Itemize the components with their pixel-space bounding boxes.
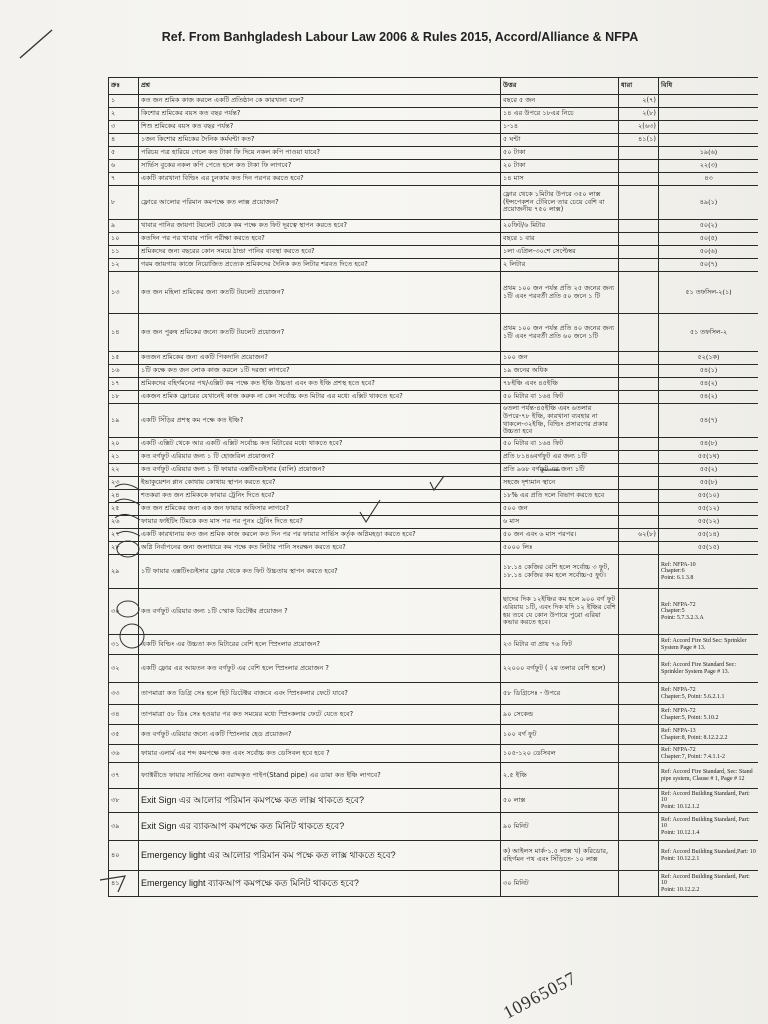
table-row xyxy=(109,378,759,391)
row-number: ১২ xyxy=(109,259,139,272)
row-number: ৩০ xyxy=(109,589,139,635)
row-section xyxy=(619,272,659,314)
row-number: ২৮ xyxy=(109,542,139,555)
table-row xyxy=(109,813,759,841)
row-section xyxy=(619,490,659,503)
row-section xyxy=(619,589,659,635)
header-answer: উত্তর xyxy=(501,78,619,95)
row-number: ৩১ xyxy=(109,635,139,655)
row-answer: ৫৮ ডিগ্রিসেঃ - উপরে xyxy=(501,683,619,705)
row-number: ২৬ xyxy=(109,516,139,529)
row-answer: ৬তলা পর্যন্ত-৪৫ইঞ্চি এবং ৬তলার উপরে-৭৮ ইঞ্চি, কারখানা ব্যবহার না থাকলে-৩২ইঞ্চি, বিল্ডিং প্রসারণের প্রকার উচ্চতা হবে xyxy=(501,404,619,438)
table-row xyxy=(109,451,759,464)
row-answer: প্রতি ৯৬৮ বর্গফুট এর জন্য ১টি xyxy=(501,464,619,477)
row-number: ৬ xyxy=(109,160,139,173)
row-number: ৩৮ xyxy=(109,789,139,813)
table-row xyxy=(109,841,759,871)
row-number: ২৪ xyxy=(109,490,139,503)
table-row xyxy=(109,233,759,246)
row-section xyxy=(619,365,659,378)
row-rule: ৫৫(১০) xyxy=(659,490,759,503)
row-number: ১০ xyxy=(109,233,139,246)
row-rule: ৪৯(১) xyxy=(659,186,759,220)
row-number: ২০ xyxy=(109,438,139,451)
row-section xyxy=(619,789,659,813)
table-row xyxy=(109,555,759,589)
row-number: ২৩ xyxy=(109,477,139,490)
row-section xyxy=(619,871,659,897)
row-question: তাপমাত্রা ৫৮ ডিঃ সেঃ হওয়ার পর কত সময়ের মধ্যে স্প্রিংকলার ফেটে যেতে হবে? xyxy=(139,705,501,725)
row-rule: ৫১ তফসিল-২(১) xyxy=(659,272,759,314)
row-rule: ৫৪(৮) xyxy=(659,438,759,451)
row-section xyxy=(619,438,659,451)
row-question: একজন শ্রমিক ফ্লোরের যেখানেই কাজ করুক না কেন সর্বোচ্চ কত মিটার এর মধ্যে এক্সিট থাকতে হবে? xyxy=(139,391,501,404)
row-answer: ৫০০০ লিঃ xyxy=(501,542,619,555)
table-row xyxy=(109,789,759,813)
row-rule xyxy=(659,134,759,147)
row-number: ৩ xyxy=(109,121,139,134)
row-section xyxy=(619,655,659,683)
row-rule: Ref: NFPA-72 Chapter:5 Point: 5.7.3.2.3.A xyxy=(659,589,759,635)
row-answer: ২০ফিট/৬ মিটার xyxy=(501,220,619,233)
row-question: ১টি কক্ষে কত জন লোক কাজ করলে ১টি দরজা লাগবে? xyxy=(139,365,501,378)
row-answer: ৯০ সেকেন্ড xyxy=(501,705,619,725)
row-question: খাবার পানির জায়গা টয়লেট থেকে কম পক্ষে কত ফিট দূরত্বে স্থাপন করতে হবে? xyxy=(139,220,501,233)
row-section xyxy=(619,635,659,655)
row-rule: ১৯(৬) xyxy=(659,147,759,160)
table-row xyxy=(109,490,759,503)
row-question: অগ্নি নির্বাপনের জন্য জলাধারে কম পক্ষে কত লিটার পানি সংরক্ষন করতে হবে? xyxy=(139,542,501,555)
table-row xyxy=(109,705,759,725)
row-section xyxy=(619,745,659,763)
row-answer: ১০০ বর্গ ফুট xyxy=(501,725,619,745)
row-rule: ৫৫(৮) xyxy=(659,477,759,490)
row-answer: ২ লিটার xyxy=(501,259,619,272)
row-number: ১১ xyxy=(109,246,139,259)
row-question: কিশোর শ্রমিকের বয়স কত বছর পর্যন্ত? xyxy=(139,108,501,121)
row-section xyxy=(619,555,659,589)
row-rule: ৫৫(২) xyxy=(659,464,759,477)
row-answer: ৫০ মিটার বা ১৬৪ ফিট xyxy=(501,438,619,451)
row-number: ১৬ xyxy=(109,365,139,378)
row-question: গরম জায়গায় কাজে নিয়োজিত প্রত্যেক শ্রমিকদের দৈনিক কত লিটার শরবত দিতে হবে? xyxy=(139,259,501,272)
row-rule: ৫৫(১২) xyxy=(659,516,759,529)
row-question: কত বর্গফুট এরিয়ার জন্য ১টি স্মোক ডিটেক্টর প্রয়োজন ? xyxy=(139,589,501,635)
row-answer: ৫০ টাকা xyxy=(501,147,619,160)
row-rule xyxy=(659,121,759,134)
row-number: ১৮ xyxy=(109,391,139,404)
table-row xyxy=(109,683,759,705)
row-answer: ২২০০০ বর্গফুট ( ২য় তলার বেশি হলে) xyxy=(501,655,619,683)
row-rule xyxy=(659,95,759,108)
row-answer: ৬ মাস xyxy=(501,516,619,529)
row-section xyxy=(619,841,659,871)
row-answer: ১৮.১৪ কেজির বেশি হলে সর্বোচ্চ ৩ ফুট, ১৮.১৪ কেজির কম হলে সর্বোচ্চ-৫ ফুট। xyxy=(501,555,619,589)
row-rule: ৫৪(১) xyxy=(659,365,759,378)
row-number: ২৯ xyxy=(109,555,139,589)
row-question: কত বর্গফুট এরিয়ার জন্য ১ টি হোজরিল প্রয়োজন? xyxy=(139,451,501,464)
row-question: কত বর্গফুট এরিয়ার জন্য ১ টি ফায়ার এক্সটিংগুইসার (বালি) প্রয়োজন? xyxy=(139,464,501,477)
table-row xyxy=(109,121,759,134)
row-section xyxy=(619,683,659,705)
row-section xyxy=(619,173,659,186)
row-section xyxy=(619,352,659,365)
table-row xyxy=(109,391,759,404)
table-body xyxy=(109,95,759,897)
row-rule: Ref: Accord Building Standard, Part: 10 Point: 10.12.1.2 xyxy=(659,789,759,813)
page-title: Ref. From Banhgladesh Labour Law 2006 & Rules 2015, Accord/Alliance & NFPA xyxy=(161,30,639,44)
row-question: শিশু শ্রমিকের বয়স কত বছর পর্যন্ত? xyxy=(139,121,501,134)
row-section xyxy=(619,220,659,233)
row-number: ২৭ xyxy=(109,529,139,542)
row-number: ৩৯ xyxy=(109,813,139,841)
row-question: একটি এক্সিট থেকে আর একটি এক্সিট সর্বোচ্চ কত মিটারের মধ্যে থাকতে হবে? xyxy=(139,438,501,451)
row-answer: প্রথম ১০০ জন পর্যন্ত প্রতি ৪০ জনের জন্য ১টি এবং পরবর্তী প্রতি ৬০ জনে ১টি xyxy=(501,314,619,352)
row-answer: প্রথম ১০০ জন পর্যন্ত প্রতি ২৫ জনের জন্য ১টি এবং পরবর্তী প্রতি ৫০ জনে ১ টি xyxy=(501,272,619,314)
row-rule: ৫০(৫) xyxy=(659,233,759,246)
row-question: ফ্যাক্টরীতে ফায়ার সার্ভিসের জন্য বরাদ্দকৃত পাইপ(Stand pipe) এর ডায়া কত ইঞ্চি লাগবে? xyxy=(139,763,501,789)
row-rule: Ref: NFPA-10 Chapter:6 Point: 6.1.3.8 xyxy=(659,555,759,589)
row-number: ৭ xyxy=(109,173,139,186)
row-section xyxy=(619,259,659,272)
row-section xyxy=(619,705,659,725)
row-answer: বছরে ১ বার xyxy=(501,233,619,246)
row-section xyxy=(619,160,659,173)
row-number: ৩৭ xyxy=(109,763,139,789)
row-number: ৪ xyxy=(109,134,139,147)
row-number: ৩৩ xyxy=(109,683,139,705)
table-row xyxy=(109,725,759,745)
row-number: ৩৬ xyxy=(109,745,139,763)
row-number: ৫ xyxy=(109,147,139,160)
table-row xyxy=(109,745,759,763)
table-row xyxy=(109,529,759,542)
row-section: ৬২(৮) xyxy=(619,529,659,542)
table-row xyxy=(109,871,759,897)
table-row xyxy=(109,404,759,438)
table-row xyxy=(109,655,759,683)
row-number: ২৫ xyxy=(109,503,139,516)
table-row xyxy=(109,542,759,555)
row-answer: ৫০ মিটার বা ১৬৪ ফিট xyxy=(501,391,619,404)
row-answer: ছাদের দিক ১২ইঞ্চির কম হলে ৯০০ বর্গ ফুট এরিয়ায় ১টি, এবং দিক যদি ১২ ইঞ্চির বেশি হয় তবে যে কোন উপায়ে পুরো এরিয়া কভার করতে হবে। xyxy=(501,589,619,635)
table-row xyxy=(109,147,759,160)
qa-table-wrapper xyxy=(108,77,758,1023)
row-number: ৪০ xyxy=(109,841,139,871)
row-answer: ৯০ মিনিট xyxy=(501,813,619,841)
row-question: একটি বিল্ডিং এর উচ্চতা কত মিটারের বেশি হলে স্প্রিংলার প্রয়োজন? xyxy=(139,635,501,655)
row-rule: Ref: NFPA-13 Chapter:8, Point: 8.12.2.2.2 xyxy=(659,725,759,745)
row-section xyxy=(619,813,659,841)
row-number: ২২ xyxy=(109,464,139,477)
handwritten-number: 10965057 xyxy=(499,967,580,1023)
row-section: ২(৬৩) xyxy=(619,121,659,134)
header-section: ধারা xyxy=(619,78,659,95)
row-rule: Ref: NFPA-72 Chapter:7, Point: 7.4.1.1-2 xyxy=(659,745,759,763)
row-section xyxy=(619,516,659,529)
header-question: প্রশ্ন xyxy=(139,78,501,95)
row-number: ২ xyxy=(109,108,139,121)
row-answer: ২.৫ ইঞ্চি xyxy=(501,763,619,789)
row-answer: ১৯ জনের অধিক xyxy=(501,365,619,378)
header-no: ক্রঃ xyxy=(109,78,139,95)
row-question: তাপমাত্রা কত ডিগ্রি সেঃ হলে হিট ডিটেক্টর বাজবে এবং স্প্রিংকলার ফেটে যাবে? xyxy=(139,683,501,705)
row-section xyxy=(619,464,659,477)
row-question: ফায়ার ফাইটিং টিমকে কত মাস পর পর পুনঃ ট্রেনিং দিতে হবে? xyxy=(139,516,501,529)
row-answer: ১৪ এর উপরে ১৮এর নিচে xyxy=(501,108,619,121)
table-row xyxy=(109,516,759,529)
table-row xyxy=(109,365,759,378)
row-rule: Ref: Accord Fire Std Sec: Sprinkler System Page # 13. xyxy=(659,635,759,655)
row-section xyxy=(619,378,659,391)
table-row xyxy=(109,108,759,121)
row-question: শতকরা কত জন শ্রমিককে ফায়ার ট্রেনিং দিতে হবে? xyxy=(139,490,501,503)
table-row xyxy=(109,220,759,233)
row-section xyxy=(619,404,659,438)
row-question: ১জন কিশোর শ্রমিকের দৈনিক কর্মঘন্টা কত? xyxy=(139,134,501,147)
row-section: ৪১(১) xyxy=(619,134,659,147)
row-answer: ক) আইলস মার্ক-১.৫ লাক্স খ) করিডোর, বহির্গমন পথ এবং সিঁড়িতে- ১০ লাক্স xyxy=(501,841,619,871)
row-answer: ২৩ মিটার বা প্রায় ৭৬ ফিট xyxy=(501,635,619,655)
row-answer: বছরে ৫ জন xyxy=(501,95,619,108)
row-section xyxy=(619,147,659,160)
row-question: একটি কারখানা বিল্ডিং এর চুনকাম কত দিন পরপর করতে হবে? xyxy=(139,173,501,186)
row-number: ২১ xyxy=(109,451,139,464)
row-rule: ৫৪(২) xyxy=(659,391,759,404)
row-rule: Ref: NFPA-72 Chapter:5, Point: 5.10.2 xyxy=(659,705,759,725)
row-question: কত বর্গফুট এরিয়ার জন্যে একটি স্প্রিংলার হেড প্রয়োজন? xyxy=(139,725,501,745)
row-question: Emergency light এর আলোর পরিমান কম পক্ষে কত লাক্স থাকতে হবে? xyxy=(139,841,501,871)
row-number: ১৯ xyxy=(109,404,139,438)
row-question: একটি কারখানায় কত জন শ্রমিক কাজ করলে কত দিন পর পর ফায়ার সার্ভিস কর্তৃক অগ্নিমহড়া করতে হবে? xyxy=(139,529,501,542)
row-number: ৩৪ xyxy=(109,705,139,725)
row-number: ১৫ xyxy=(109,352,139,365)
row-section xyxy=(619,186,659,220)
row-section xyxy=(619,477,659,490)
row-answer: ৩০ মিনিট xyxy=(501,871,619,897)
row-answer: ১-১৪ xyxy=(501,121,619,134)
row-rule: Ref: Accord Fire Standard, Sec: Stand pipe system, Clause # 1, Page # 12 xyxy=(659,763,759,789)
row-question: কত জন শ্রমিক কাজ করলে একটি প্রতিষ্ঠান কে কারখানা বলে? xyxy=(139,95,501,108)
row-answer: ফ্লোর থেকে ১মিটার উপরে ৩৫০ লাক্স (ইন্সপেকশন টেবিলে তার চেয়ে বেশি বা প্রয়োজনীয় ৭৫০ লাক্স) xyxy=(501,186,619,220)
row-answer: ১০০ জন xyxy=(501,352,619,365)
row-rule: ৫০(৬) xyxy=(659,246,759,259)
row-rule: Ref: Accord Fire Standard Sec: Sprinkler System Page # 13. xyxy=(659,655,759,683)
row-answer: ৫০ লাক্স xyxy=(501,789,619,813)
row-question: ১টি ফায়ার এক্সটিংগুইসার ফ্লোর থেকে কত ফিট উচ্চতায় স্থাপন করতে হবে? xyxy=(139,555,501,589)
row-answer: ১৮% এর প্রতি দলে বিভাগ করতে হবে xyxy=(501,490,619,503)
row-rule: ৫৪(২) xyxy=(659,378,759,391)
row-section xyxy=(619,314,659,352)
row-question: একটি সিঁড়ির প্রশস্থ কম পক্ষে কত ইঞ্চি? xyxy=(139,404,501,438)
table-row xyxy=(109,352,759,365)
row-question: ইভাকুয়েশন প্লান কোথায় কোথায় স্থাপন করতে হবে? xyxy=(139,477,501,490)
row-number: ৩৫ xyxy=(109,725,139,745)
row-question: ফায়ার এলার্ম এর শব্দ কমপক্ষে কত এবং সর্বোচ্চ কত ডেসিবল হবে হবে ? xyxy=(139,745,501,763)
row-question: পরিচয় পত্র হারিয়ে গেলে কত টাকা ফি দিয়ে নকল কপি পাওয়া যাবে? xyxy=(139,147,501,160)
table-row xyxy=(109,503,759,516)
row-section xyxy=(619,725,659,745)
row-section xyxy=(619,391,659,404)
row-question: কত জন মহিলা শ্রমিকের জন্য কতটি টয়লেট প্রয়োজন? xyxy=(139,272,501,314)
table-row xyxy=(109,477,759,490)
row-number: ৩২ xyxy=(109,655,139,683)
row-rule: ৫৫(১৪) xyxy=(659,529,759,542)
row-rule: ৫০(৭) xyxy=(659,259,759,272)
row-question: সার্ভিস বুকের নকল কপি পেতে হলে কত টাকা ফি লাগবে? xyxy=(139,160,501,173)
table-row xyxy=(109,635,759,655)
table-row xyxy=(109,259,759,272)
row-question: কত জন পুরুষ শ্রমিকের জন্যে কতটি টয়লেট প্রয়োজন? xyxy=(139,314,501,352)
row-rule: Ref: Accord Building Standard, Part: 10 Point: 10.12.2.2 xyxy=(659,871,759,897)
row-answer: ২০ টাকা xyxy=(501,160,619,173)
row-question: শ্রমিকদের জন্য বছরের কোন সময়ে ঠান্ডা পানির ব্যবস্থা করতে হবে? xyxy=(139,246,501,259)
row-answer: প্রতি ৮১৪৬বর্গফুট এর জন্য ১টি xyxy=(501,451,619,464)
row-rule xyxy=(659,108,759,121)
row-rule: Ref: NFPA-72 Chapter:5, Point: 5.6.2.1.1 xyxy=(659,683,759,705)
row-question: একটি ফ্লোর এর আয়তন কত বর্গফুট এর বেশি হলে স্প্রিংলার প্রয়োজন ? xyxy=(139,655,501,683)
row-question: কত জন শ্রমিকের জন্য এক জন ফায়ার অফিসার লাগবে? xyxy=(139,503,501,516)
row-rule: ৫১ তফসিল-২ xyxy=(659,314,759,352)
qa-table xyxy=(108,77,758,897)
row-number: ৮ xyxy=(109,186,139,220)
row-rule: ৫৫(১৫) xyxy=(659,542,759,555)
row-rule: Ref: Accord Building Standard,Part: 10 Point: 10.12.2.1 xyxy=(659,841,759,871)
table-header-row xyxy=(109,78,759,95)
table-row xyxy=(109,246,759,259)
table-row xyxy=(109,438,759,451)
row-section xyxy=(619,233,659,246)
row-section xyxy=(619,451,659,464)
table-row xyxy=(109,173,759,186)
row-rule: Ref: Accord Building Standard, Part: 10 Point: 10.12.1.4 xyxy=(659,813,759,841)
row-section xyxy=(619,246,659,259)
row-answer: ৫০০ জন xyxy=(501,503,619,516)
row-question: Emergency light ব্যাকআপ কমপক্ষে কত মিনিট থাকতে হবে? xyxy=(139,871,501,897)
row-rule: ৪৩ xyxy=(659,173,759,186)
row-answer: সহজে দৃশ্যমান স্থানে xyxy=(501,477,619,490)
row-number: ১ xyxy=(109,95,139,108)
table-row xyxy=(109,134,759,147)
row-section xyxy=(619,542,659,555)
row-section xyxy=(619,503,659,516)
row-section xyxy=(619,763,659,789)
row-section: ২(৭) xyxy=(619,95,659,108)
row-answer: ১০৫-১২০ ডেসিবল xyxy=(501,745,619,763)
row-question: কতজন শ্রমিকের জন্য একটি পিকদানি প্রয়োজন? xyxy=(139,352,501,365)
row-rule: ৫৫(১২) xyxy=(659,503,759,516)
table-row xyxy=(109,314,759,352)
row-question: ফ্লোরে আলোর পরিমান কমপক্ষে কত লাক্স প্রয়োজন? xyxy=(139,186,501,220)
row-section: ২(৮) xyxy=(619,108,659,121)
table-row xyxy=(109,186,759,220)
row-answer: ১৪ মাস xyxy=(501,173,619,186)
row-question: কতদিন পর পর খাবার পানি পরীক্ষা করতে হবে? xyxy=(139,233,501,246)
row-rule: ৫৪(৭) xyxy=(659,404,759,438)
row-number: ১৭ xyxy=(109,378,139,391)
header-rule: বিধি xyxy=(659,78,759,95)
row-rule: ৫০(২) xyxy=(659,220,759,233)
row-number: ১৩ xyxy=(109,272,139,314)
table-row xyxy=(109,272,759,314)
row-question: Exit Sign এর ব্যাকআপ কমপক্ষে কত মিনিট থাকতে হবে? xyxy=(139,813,501,841)
row-answer: ১লা এপ্রিল-৩০শে সেপ্টেম্বর xyxy=(501,246,619,259)
row-question: শ্রমিকদের বহির্গমনের পথ/এক্সিট কম পক্ষে কত ইঞ্চি উচ্চতা এবং কত ইঞ্চি প্রশস্থ হতে হবে? xyxy=(139,378,501,391)
row-rule: ৫২(১ক) xyxy=(659,352,759,365)
row-question: Exit Sign এর আলোর পরিমান কমপক্ষে কত লাক্স থাকতে হবে? xyxy=(139,789,501,813)
row-number: ১৪ xyxy=(109,314,139,352)
row-rule: ৫৫(১ঘ) xyxy=(659,451,759,464)
table-row xyxy=(109,95,759,108)
row-number: ৪১ xyxy=(109,871,139,897)
row-answer: ৭৮ইঞ্চি এবং ৪৫ইঞ্চি xyxy=(501,378,619,391)
row-number: ৯ xyxy=(109,220,139,233)
table-row xyxy=(109,464,759,477)
row-rule: ২২(৩) xyxy=(659,160,759,173)
table-row xyxy=(109,589,759,635)
table-row xyxy=(109,160,759,173)
row-answer: ৫০ জন এবং ৬ মাস পরপর। xyxy=(501,529,619,542)
table-row xyxy=(109,763,759,789)
row-answer: ৫ ঘন্টা xyxy=(501,134,619,147)
